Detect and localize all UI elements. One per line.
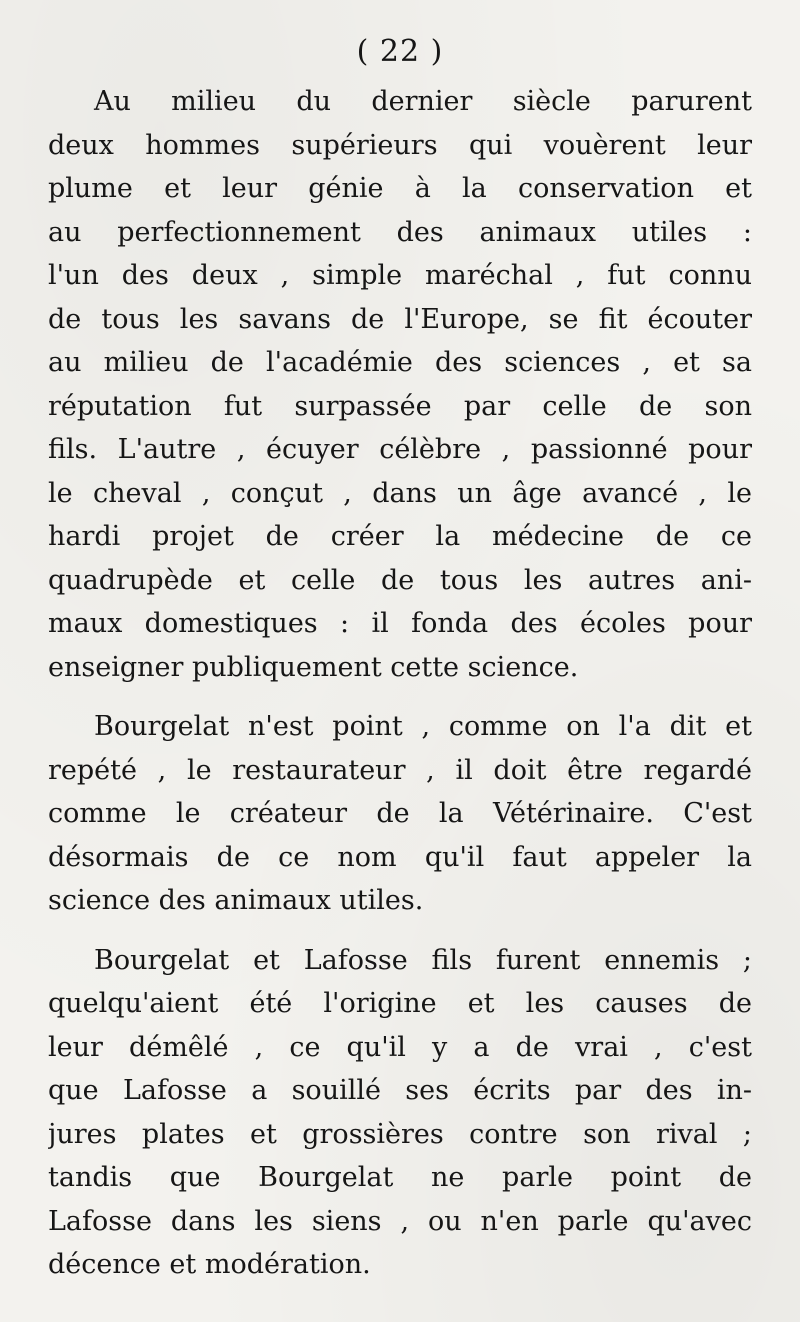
- text-line: jures plates et grossières contre son rival ;: [48, 1118, 752, 1150]
- text-line: l'un des deux , simple maréchal , fut connu: [48, 260, 752, 291]
- text-line: enseigner publiquement cette science.: [48, 651, 579, 683]
- text-line: maux domestiques : il fonda des écoles pour: [48, 608, 752, 639]
- text-line: réputation fut surpassée par celle de son: [48, 390, 752, 422]
- page-number: ( 22 ): [356, 34, 444, 69]
- text-line: le cheval , conçut , dans un âge avancé , le: [48, 477, 752, 509]
- text-line: de tous les savans de l'Europe, se fit écouter: [48, 303, 752, 335]
- text-line: décence et modération.: [48, 1249, 371, 1280]
- book-page: [48, 30, 752, 1300]
- text-line: que Lafosse a souillé ses écrits par des in-: [48, 1075, 752, 1106]
- text-line: leur démêlé , ce qu'il y a de vrai , c'est: [48, 1031, 752, 1063]
- text-line: Bourgelat et Lafosse fils furent ennemis ;: [94, 944, 752, 976]
- text-line: science des animaux utiles.: [48, 885, 424, 916]
- text-line: plume et leur génie à la conservation et: [48, 173, 752, 204]
- text-line: comme le créateur de la Vétérinaire. C'est: [48, 798, 752, 829]
- text-line: au perfectionnement des animaux utiles :: [48, 216, 752, 248]
- text-line: désormais de ce nom qu'il faut appeler la: [48, 841, 752, 873]
- text-line: au milieu de l'académie des sciences , et sa: [48, 347, 752, 378]
- paragraph-1: [48, 80, 752, 689]
- text-line: fils. L'autre , écuyer célèbre , passionné pour: [48, 434, 752, 465]
- text-line: Bourgelat n'est point , comme on l'a dit et: [94, 711, 752, 742]
- text-line: quelqu'aient été l'origine et les causes de: [48, 988, 752, 1019]
- text-line: Lafosse dans les siens , ou n'en parle qu'avec: [48, 1205, 752, 1237]
- text-line: tandis que Bourgelat ne parle point de: [48, 1162, 752, 1193]
- text-line: hardi projet de créer la médecine de ce: [48, 521, 752, 552]
- text-line: Au milieu du dernier siècle parurent: [94, 86, 752, 117]
- text-line: repété , le restaurateur , il doit être regardé: [48, 754, 752, 786]
- paragraph-3: [48, 939, 752, 1287]
- text-line: deux hommes supérieurs qui vouèrent leur: [48, 129, 752, 161]
- paragraph-2: [48, 705, 752, 923]
- text-line: quadrupède et celle de tous les autres ani-: [48, 564, 752, 596]
